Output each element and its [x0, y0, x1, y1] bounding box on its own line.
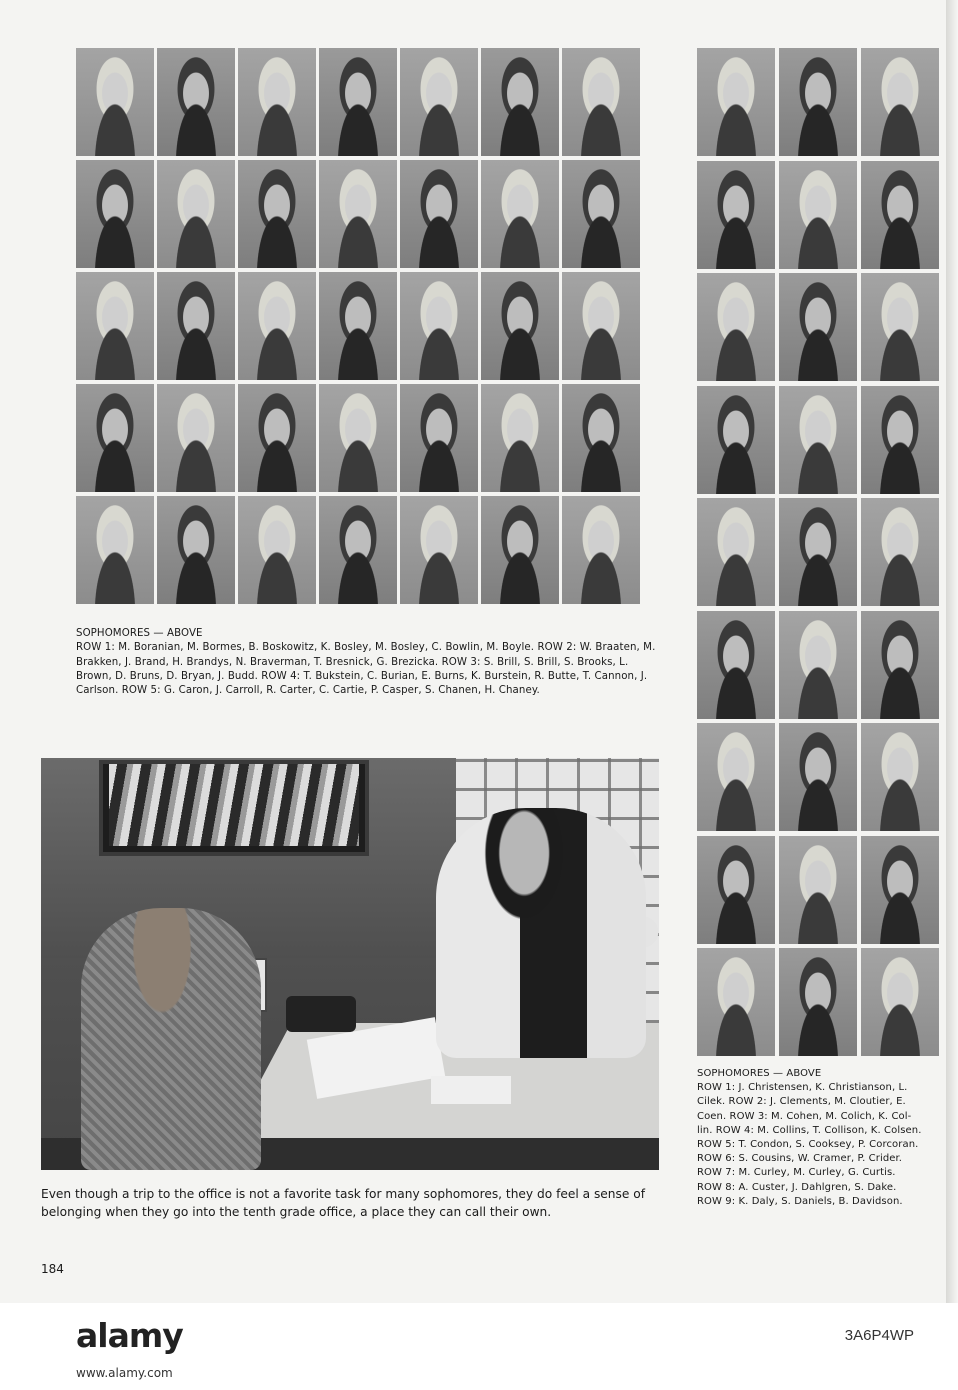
portrait-photo: [861, 723, 939, 831]
right-caption-line: lin. ROW 4: M. Collins, T. Collison, K. Colsen.: [697, 1124, 922, 1136]
portrait-photo: [319, 48, 397, 156]
portrait-photo: [562, 272, 640, 380]
right-caption-line: ROW 9: K. Daly, S. Daniels, B. Davidson.: [697, 1195, 903, 1207]
portrait-photo: [562, 496, 640, 604]
portrait-photo: [562, 384, 640, 492]
portrait-photo: [697, 611, 775, 719]
portrait-photo: [481, 48, 559, 156]
portrait-photo: [779, 273, 857, 381]
left-caption-body: ROW 1: M. Boranian, M. Bormes, B. Boskowitz, K. Bosley, M. Bosley, C. Bowlin, M. Boyle. ROW 2: W. Braaten, M. Brakken, J. Brand, H. Brandys, N. Braverman, T. Bresnick, G. Brezicka. ROW 3: S. Brill, S. Brill, S. Brooks, L. Brown, D. Bruns, D. Bryan, J. Budd. ROW 4: T. Bukstein, C. Burian, E. Burns, K. Burstein, R. Butte, T. Cannon, J. Carlson. ROW 5: G. Caron, J. Carroll, R. Carter, C. Cartie, P. Casper, S. Chanen, H. Chaney.: [76, 642, 656, 697]
portrait-photo: [697, 498, 775, 606]
portrait-photo: [400, 48, 478, 156]
right-caption-line: Coen. ROW 3: M. Cohen, M. Colich, K. Col-: [697, 1110, 912, 1122]
portrait-photo: [861, 386, 939, 494]
right-caption-line: Cilek. ROW 2: J. Clements, M. Cloutier, E.: [697, 1096, 906, 1108]
portrait-photo: [861, 498, 939, 606]
portrait-photo: [76, 496, 154, 604]
portrait-photo: [861, 48, 939, 156]
portrait-photo: [481, 384, 559, 492]
portrait-photo: [779, 161, 857, 269]
desk-tray: [431, 1076, 511, 1104]
right-caption-line: ROW 6: S. Cousins, W. Cramer, P. Crider.: [697, 1153, 903, 1165]
portrait-photo: [157, 160, 235, 268]
office-photo: [41, 758, 659, 1170]
desk-box: [286, 996, 356, 1032]
portrait-photo: [400, 384, 478, 492]
portrait-photo: [697, 48, 775, 156]
portrait-photo: [238, 272, 316, 380]
portrait-photo: [779, 948, 857, 1056]
portrait-photo: [238, 48, 316, 156]
portrait-photo: [238, 160, 316, 268]
portrait-photo: [697, 273, 775, 381]
portrait-photo: [238, 496, 316, 604]
student-figure: [81, 908, 261, 1170]
left-portrait-grid: [76, 48, 640, 606]
wall-poster: [99, 760, 369, 856]
image-id: 3A6P4WP: [844, 1327, 914, 1344]
photo-caption: Even though a trip to the office is not a favorite task for many sophomores, they do feel a sense of belonging when they go into the tenth grade office, a place they can call their own.: [41, 1187, 646, 1219]
portrait-photo: [861, 836, 939, 944]
portrait-photo: [779, 836, 857, 944]
portrait-photo: [779, 723, 857, 831]
portrait-photo: [481, 496, 559, 604]
right-caption-line: ROW 7: M. Curley, M. Curley, G. Curtis.: [697, 1167, 896, 1179]
portrait-photo: [400, 496, 478, 604]
portrait-photo: [861, 273, 939, 381]
portrait-photo: [779, 498, 857, 606]
portrait-photo: [779, 48, 857, 156]
portrait-photo: [697, 836, 775, 944]
portrait-photo: [697, 723, 775, 831]
portrait-photo: [697, 948, 775, 1056]
page-binding-edge: [946, 0, 958, 1303]
portrait-photo: [400, 160, 478, 268]
portrait-photo: [400, 272, 478, 380]
portrait-photo: [861, 161, 939, 269]
office-staff-figure: [436, 808, 646, 1058]
left-portrait-caption: [76, 627, 656, 698]
portrait-photo: [157, 496, 235, 604]
portrait-photo: [319, 160, 397, 268]
portrait-photo: [157, 48, 235, 156]
portrait-photo: [861, 611, 939, 719]
portrait-photo: [779, 386, 857, 494]
portrait-photo: [238, 384, 316, 492]
portrait-photo: [562, 48, 640, 156]
portrait-photo: [697, 386, 775, 494]
portrait-photo: [481, 160, 559, 268]
portrait-photo: [481, 272, 559, 380]
portrait-photo: [697, 161, 775, 269]
right-caption-line: ROW 8: A. Custer, J. Dahlgren, S. Dake.: [697, 1181, 897, 1193]
portrait-photo: [76, 160, 154, 268]
portrait-photo: [157, 384, 235, 492]
right-caption-heading: SOPHOMORES — ABOVE: [697, 1068, 822, 1079]
portrait-photo: [76, 272, 154, 380]
portrait-photo: [76, 384, 154, 492]
portrait-photo: [319, 496, 397, 604]
brand-logo: alamy: [76, 1316, 183, 1355]
portrait-photo: [76, 48, 154, 156]
left-caption-heading: SOPHOMORES — ABOVE: [76, 628, 203, 639]
right-caption-line: ROW 5: T. Condon, S. Cooksey, P. Corcoran.: [697, 1139, 919, 1151]
portrait-photo: [861, 948, 939, 1056]
right-portrait-caption: [697, 1067, 947, 1209]
page-number: 184: [41, 1262, 64, 1276]
portrait-photo: [319, 272, 397, 380]
portrait-photo: [319, 384, 397, 492]
right-portrait-grid: [697, 48, 941, 1060]
footer-url[interactable]: www.alamy.com: [76, 1366, 173, 1380]
portrait-photo: [157, 272, 235, 380]
portrait-photo: [562, 160, 640, 268]
right-caption-line: ROW 1: J. Christensen, K. Christianson, L.: [697, 1082, 908, 1094]
portrait-photo: [779, 611, 857, 719]
